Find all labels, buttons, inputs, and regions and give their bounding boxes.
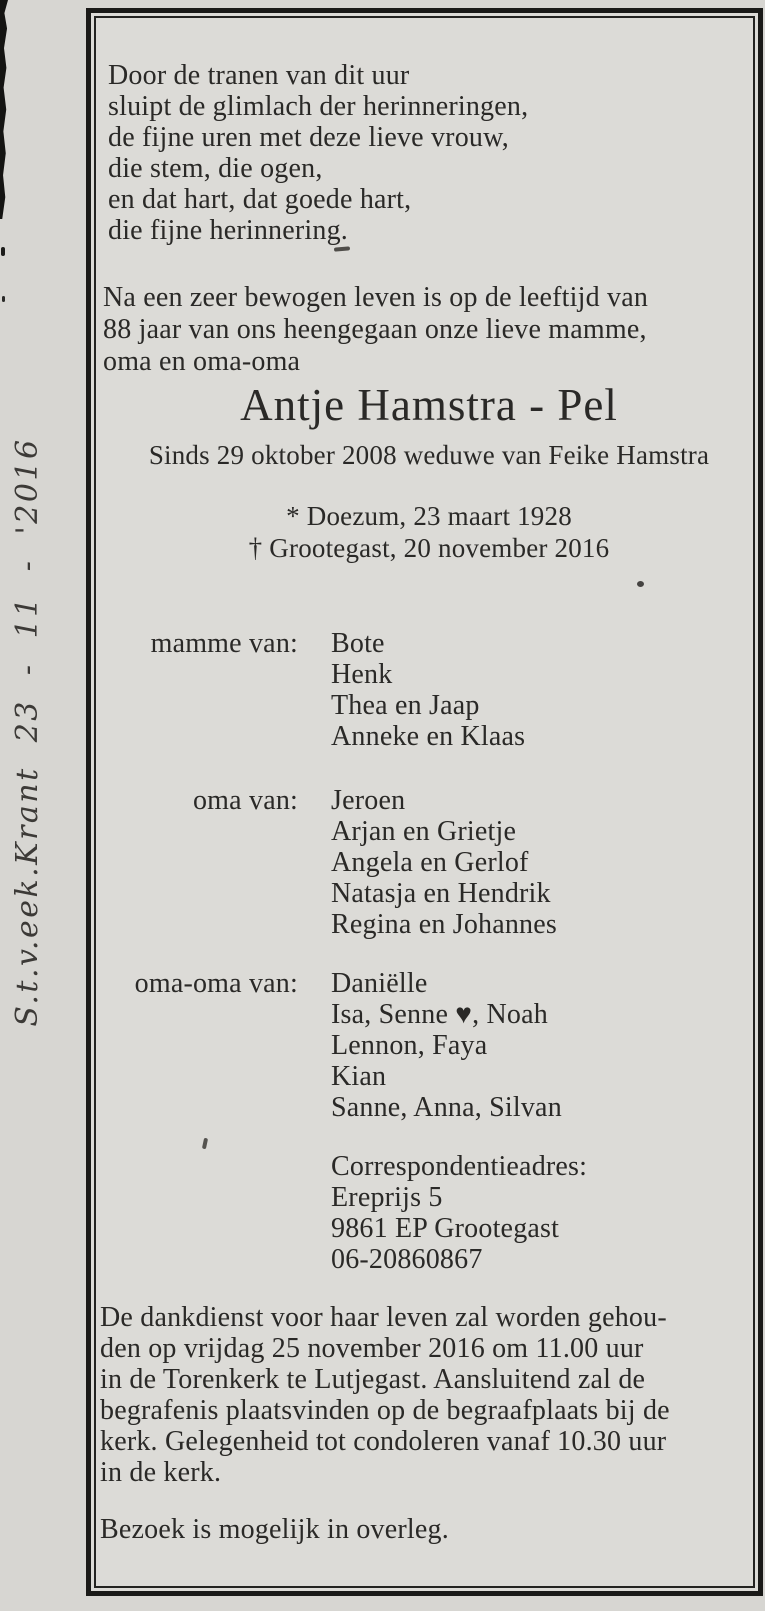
family-member: Bote [331, 628, 385, 659]
correspondence-address [331, 1151, 587, 1275]
service-line: den op vrijdag 25 november 2016 om 11.00 uur [100, 1333, 644, 1364]
scan-edge-artifact [0, 0, 8, 219]
poem-line: die stem, die ogen, [108, 153, 323, 184]
service-line: in de kerk. [100, 1457, 222, 1488]
poem-line: die fijne herinnering. [108, 215, 348, 246]
announcement-line: oma en oma-oma [103, 346, 301, 377]
scan-speck [2, 296, 5, 302]
poem-line: Door de tranen van dit uur [108, 60, 410, 91]
family-member: Lennon, Faya [331, 1030, 488, 1061]
service-details [100, 1302, 670, 1488]
service-line: De dankdienst voor haar leven zal worden gehou- [100, 1302, 667, 1333]
scan-speck [637, 581, 644, 587]
family-member: Natasja en Hendrik [331, 878, 551, 909]
family-label: mamme van: [150, 628, 298, 659]
correspondence-line: Ereprijs 5 [331, 1182, 443, 1213]
family-label: oma-oma van: [134, 968, 298, 999]
widow-line: Sinds 29 oktober 2008 weduwe van Feike Hamstra [148, 440, 710, 470]
poem-line: en dat hart, dat goede hart, [108, 184, 412, 215]
deceased-name: Antje Hamstra - Pel [240, 380, 618, 430]
death-line: † Grootegast, 20 november 2016 [248, 533, 610, 563]
service-line: begrafenis plaatsvinden op de begraafplaats bij de [100, 1395, 670, 1426]
family-member: Jeroen [331, 785, 406, 816]
birth-line: * Doezum, 23 maart 1928 [286, 501, 572, 531]
announcement-text [103, 282, 648, 378]
family-member: Sanne, Anna, Silvan [331, 1092, 562, 1123]
family-member: Daniëlle [331, 968, 428, 999]
service-line: kerk. Gelegenheid tot condoleren vanaf 10.30 uur [100, 1426, 667, 1457]
poem-line: sluipt de glimlach der herinneringen, [108, 91, 529, 122]
family-members [331, 785, 700, 940]
family-group-great-grandchildren [100, 968, 700, 1123]
scan-speck [1, 247, 5, 256]
correspondence-line: 9861 EP Grootegast [331, 1213, 560, 1244]
family-member: Regina en Johannes [331, 909, 557, 940]
family-member: Thea en Jaap [331, 690, 480, 721]
family-group-children [100, 628, 700, 752]
family-label: oma van: [192, 785, 298, 816]
poem-line: de fijne uren met deze lieve vrouw, [108, 122, 509, 153]
correspondence-heading: Correspondentieadres: [331, 1151, 588, 1182]
family-members [331, 968, 700, 1123]
correspondence-line: 06-20860867 [331, 1244, 483, 1275]
service-line: in de Torenkerk te Lutjegast. Aansluitend zal de [100, 1364, 646, 1395]
announcement-line: 88 jaar van ons heengegaan onze lieve mamme, [103, 314, 647, 345]
family-members [331, 628, 700, 752]
family-member: Kian [331, 1061, 387, 1092]
family-group-grandchildren [100, 785, 700, 940]
announcement-line: Na een zeer bewogen leven is op de leeftijd van [103, 282, 649, 313]
visiting-note: Bezoek is mogelijk in overleg. [100, 1514, 449, 1545]
family-member: Angela en Gerlof [331, 847, 529, 878]
family-member-with-heart-icon: Isa, Senne ♥, Noah [331, 999, 548, 1030]
handwritten-margin-note: S.t.v.eek.Krant 23 - 11 - '2016 [10, 437, 45, 1027]
family-member: Anneke en Klaas [331, 721, 526, 752]
family-member: Arjan en Grietje [331, 816, 517, 847]
family-member: Henk [331, 659, 393, 690]
memorial-poem [108, 60, 528, 246]
